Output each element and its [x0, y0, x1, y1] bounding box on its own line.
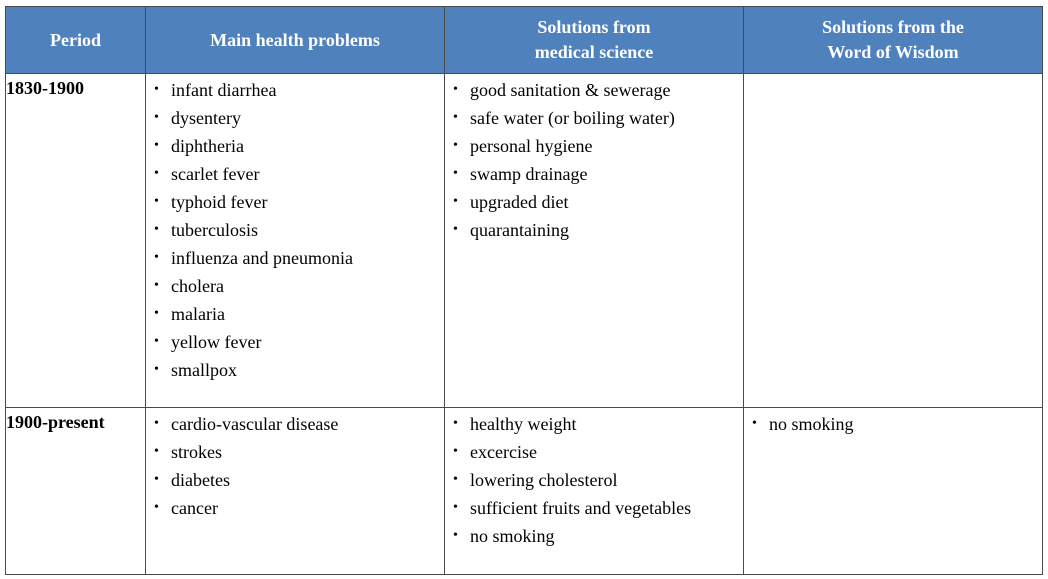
list-item [154, 76, 444, 104]
bullet-icon: • [154, 500, 159, 515]
medical-solutions-list [445, 74, 743, 244]
table-row [6, 408, 1043, 575]
list-item-text: personal hygiene [470, 136, 593, 156]
list-item [453, 104, 743, 132]
list-item [453, 132, 743, 160]
list-item-text: lowering cholesterol [470, 470, 618, 490]
list-item-text: swamp drainage [470, 164, 588, 184]
list-item-text: diphtheria [171, 136, 244, 156]
header-period [6, 7, 146, 74]
problems-list [146, 408, 444, 522]
list-item [453, 522, 743, 550]
list-item-text: dysentery [171, 108, 241, 128]
bullet-icon: • [154, 334, 159, 349]
bullet-icon: • [154, 362, 159, 377]
list-item-text: smallpox [171, 360, 237, 380]
header-row [6, 7, 1043, 74]
problems-cell [146, 74, 445, 408]
wisdom-cell [744, 408, 1043, 575]
list-item-text: no smoking [470, 526, 555, 546]
bullet-icon: • [453, 138, 458, 153]
header-wisdom [744, 7, 1043, 74]
list-item [453, 76, 743, 104]
list-item-text: excercise [470, 442, 537, 462]
header-wisdom-line2: Word of Wisdom [827, 42, 959, 62]
bullet-icon: • [154, 110, 159, 125]
bullet-icon: • [453, 472, 458, 487]
list-item-text: cholera [171, 276, 224, 296]
bullet-icon: • [453, 444, 458, 459]
wisdom-solutions-list [744, 408, 1042, 438]
list-item [154, 104, 444, 132]
bullet-icon: • [453, 166, 458, 181]
list-item-text: sufficient fruits and vegetables [470, 498, 692, 518]
header-problems [146, 7, 445, 74]
medical-cell [445, 74, 744, 408]
period-label: 1830-1900 [6, 78, 84, 98]
header-medical-line1: Solutions from [537, 17, 651, 37]
bullet-icon: • [154, 222, 159, 237]
list-item-text: malaria [171, 304, 225, 324]
list-item-text: no smoking [769, 414, 854, 434]
list-item [154, 300, 444, 328]
list-item [154, 216, 444, 244]
list-item [752, 410, 1042, 438]
header-medical-line2: medical science [534, 42, 654, 62]
bullet-icon: • [154, 82, 159, 97]
list-item-text: upgraded diet [470, 192, 569, 212]
bullet-icon: • [453, 500, 458, 515]
list-item [453, 216, 743, 244]
table-header [6, 7, 1043, 74]
bullet-icon: • [154, 138, 159, 153]
list-item [453, 410, 743, 438]
health-table [5, 6, 1043, 575]
list-item-text: quarantaining [470, 220, 569, 240]
list-item-text: tuberculosis [171, 220, 258, 240]
list-item [453, 160, 743, 188]
bullet-icon: • [154, 194, 159, 209]
bullet-icon: • [154, 472, 159, 487]
list-item [154, 438, 444, 466]
list-item [453, 494, 743, 522]
list-item [154, 356, 444, 384]
problems-cell [146, 408, 445, 575]
header-problems-label: Main health problems [210, 29, 380, 50]
list-item [154, 132, 444, 160]
list-item [154, 410, 444, 438]
list-item-text: cardio-vascular disease [171, 414, 339, 434]
list-item [154, 188, 444, 216]
bullet-icon: • [453, 82, 458, 97]
list-item-text: strokes [171, 442, 222, 462]
bullet-icon: • [154, 278, 159, 293]
bullet-icon: • [154, 444, 159, 459]
problems-list [146, 74, 444, 384]
list-item-text: yellow fever [171, 332, 262, 352]
list-item-text: typhoid fever [171, 192, 268, 212]
medical-cell [445, 408, 744, 575]
header-period-label: Period [50, 29, 101, 50]
list-item [154, 328, 444, 356]
table-row [6, 74, 1043, 408]
list-item [154, 466, 444, 494]
bullet-icon: • [453, 222, 458, 237]
header-wisdom-line1: Solutions from the [822, 17, 964, 37]
list-item [453, 438, 743, 466]
list-item-text: good sanitation & sewerage [470, 80, 671, 100]
table-body [6, 74, 1043, 575]
bullet-icon: • [453, 110, 458, 125]
bullet-icon: • [154, 416, 159, 431]
wisdom-solutions-list [744, 74, 1042, 76]
list-item [453, 466, 743, 494]
period-label: 1900-present [6, 412, 105, 432]
list-item [154, 272, 444, 300]
bullet-icon: • [154, 166, 159, 181]
list-item-text: influenza and pneumonia [171, 248, 353, 268]
medical-solutions-list [445, 408, 743, 550]
bullet-icon: • [154, 306, 159, 321]
list-item [453, 188, 743, 216]
wisdom-cell [744, 74, 1043, 408]
bullet-icon: • [752, 416, 757, 431]
period-cell [6, 408, 146, 575]
bullet-icon: • [453, 194, 458, 209]
list-item-text: cancer [171, 498, 218, 518]
bullet-icon: • [453, 528, 458, 543]
bullet-icon: • [453, 416, 458, 431]
list-item [154, 494, 444, 522]
list-item-text: diabetes [171, 470, 230, 490]
list-item-text: healthy weight [470, 414, 577, 434]
list-item [154, 160, 444, 188]
period-cell [6, 74, 146, 408]
list-item [154, 244, 444, 272]
list-item-text: scarlet fever [171, 164, 260, 184]
list-item-text: safe water (or boiling water) [470, 108, 675, 128]
bullet-icon: • [154, 250, 159, 265]
list-item-text: infant diarrhea [171, 80, 277, 100]
header-medical [445, 7, 744, 74]
